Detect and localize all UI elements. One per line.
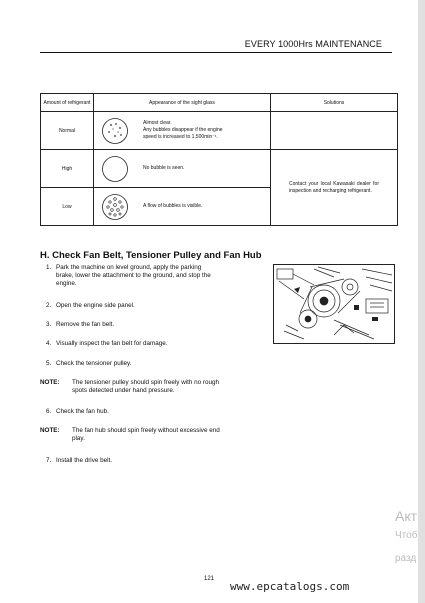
appearance-cell bbox=[94, 112, 271, 150]
step-number: 4. bbox=[46, 340, 52, 347]
activation-overlay-line: Акт bbox=[395, 508, 418, 524]
table-row bbox=[41, 112, 398, 150]
fan-belt-illustration bbox=[273, 264, 395, 344]
solution-text: Contact your local Kawasaki dealer for inspection and recharging refrigerant. bbox=[289, 180, 379, 194]
watermark-url: www.epcatalogs.com bbox=[230, 580, 350, 593]
step-text: Remove the fan belt. bbox=[56, 321, 115, 328]
step-line: engine. bbox=[56, 280, 77, 287]
solution-cell-empty bbox=[271, 112, 398, 150]
step-number: 7. bbox=[46, 457, 52, 464]
appearance-cell bbox=[94, 150, 271, 188]
step-text bbox=[56, 264, 254, 288]
step-text: Visually inspect the fan belt for damage. bbox=[56, 340, 168, 347]
step-line: brake, lower the attachment to the ground, and stop the bbox=[56, 272, 211, 279]
page-header-title: EVERY 1000Hrs MAINTENANCE bbox=[244, 39, 382, 49]
appearance-line: A flow of bubbles is visible. bbox=[143, 203, 203, 209]
page-number: 121 bbox=[204, 576, 215, 582]
note-text bbox=[72, 379, 219, 395]
amount-cell: High bbox=[41, 150, 94, 188]
step-number: 2. bbox=[46, 302, 52, 309]
step-text: Check the tensioner pulley. bbox=[56, 360, 132, 367]
amount-cell: Low bbox=[41, 188, 94, 226]
table-row bbox=[41, 150, 398, 188]
appearance-line: No bubble is seen. bbox=[143, 165, 185, 171]
step-text: Open the engine side panel. bbox=[56, 302, 135, 309]
appearance-line: speed is increased to 1,500min⁻¹. bbox=[143, 134, 218, 140]
page-edge-shadow bbox=[418, 0, 425, 603]
amount-cell: Normal bbox=[41, 112, 94, 150]
activation-overlay-line: разд bbox=[395, 553, 417, 564]
note-label: NOTE: bbox=[40, 427, 60, 434]
col-solutions-header: Solutions bbox=[271, 94, 398, 112]
engine-fan-belt-icon bbox=[274, 265, 394, 343]
step-number: 6. bbox=[46, 408, 52, 415]
step-text: Install the drive belt. bbox=[56, 457, 113, 464]
sight-glass-table bbox=[40, 93, 398, 226]
activation-overlay-line: Чтоб bbox=[395, 530, 418, 541]
note-text bbox=[72, 427, 220, 443]
sight-glass-high-icon bbox=[101, 155, 129, 183]
solution-cell bbox=[271, 150, 398, 226]
table-header-row bbox=[41, 94, 398, 112]
note-label: NOTE: bbox=[40, 379, 60, 386]
section-title: H. Check Fan Belt, Tensioner Pulley and Fan Hub bbox=[40, 250, 262, 261]
step-number: 3. bbox=[46, 321, 52, 328]
step-text: Check the fan hub. bbox=[56, 408, 109, 415]
sight-glass-normal-icon bbox=[101, 117, 129, 145]
note-line: spots detected under hand pressure. bbox=[72, 387, 175, 394]
appearance-line: Almost clear. bbox=[143, 120, 172, 126]
appearance-cell bbox=[94, 188, 271, 226]
col-amount-header: Amount of refrigerant bbox=[41, 94, 94, 112]
sight-glass-low-icon bbox=[101, 193, 129, 221]
step-line: Park the machine on level ground, apply the parking bbox=[56, 264, 202, 271]
note-line: The fan hub should spin freely without excessive end bbox=[72, 427, 220, 434]
header-rule bbox=[40, 52, 392, 53]
step-number: 5. bbox=[46, 360, 52, 367]
appearance-line: Any bubbles disappear if the engine bbox=[143, 127, 223, 133]
col-appearance-header: Appearance of the sight glass bbox=[94, 94, 271, 112]
step-number: 1. bbox=[46, 264, 52, 271]
note-line: The tensioner pulley should spin freely with no rough bbox=[72, 379, 220, 386]
note-line: play. bbox=[72, 435, 85, 442]
